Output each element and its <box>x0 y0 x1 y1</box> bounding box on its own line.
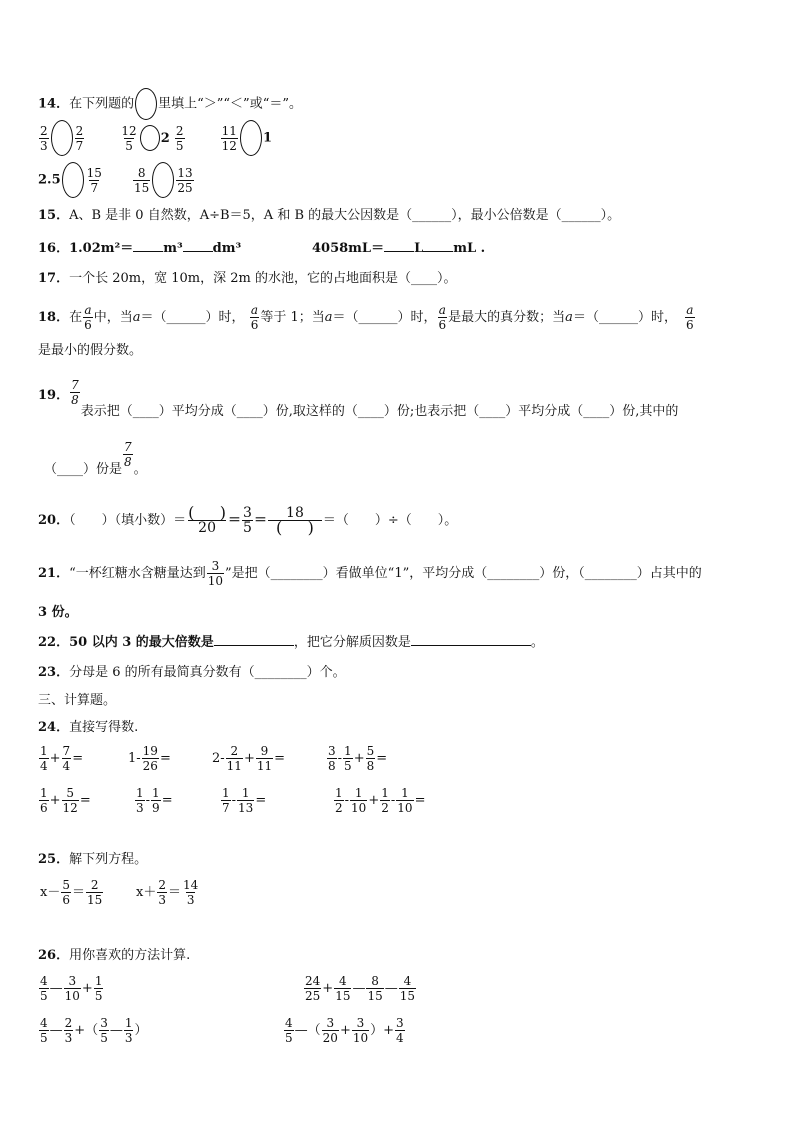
q14-text-b: 里填上“＞”“＜”或“＝”。 <box>158 96 302 112</box>
denominator: 2 <box>381 801 389 815</box>
fraction <box>39 1016 49 1045</box>
fraction <box>334 974 351 1003</box>
operator: + <box>368 793 380 808</box>
fraction <box>284 1016 294 1045</box>
numerator: 1 <box>136 786 144 800</box>
q15-number: 15． <box>38 208 70 223</box>
operator: + <box>243 751 255 766</box>
oval-blank[interactable] <box>152 162 174 198</box>
q24-number: 24． <box>38 720 70 735</box>
denominator: 13 <box>238 801 254 815</box>
denominator: 5 <box>100 1031 108 1045</box>
fraction <box>237 786 254 815</box>
denominator: 8 <box>328 759 336 773</box>
denominator: 15 <box>87 893 103 907</box>
q18-line: 18．在 $\frac{a}{6}$ 中，当a＝（______）时， $\frac{a}{6}$ 等于 1；当a＝（______）时， $\frac{a}{6}$ 是最大的真分数；当a＝（______）时， $\frac{a}{6}$ <box>38 303 694 332</box>
compare-item <box>132 162 195 198</box>
denominator: 5 <box>344 759 352 773</box>
q14-row2 <box>38 162 225 198</box>
q23-line: 23．分母是 6 的所有最简真分数有（________）个。 <box>38 665 346 680</box>
q24-line: 24．直接写得数. <box>38 720 139 735</box>
answer-blank[interactable] <box>133 251 163 252</box>
q22-number: 22． <box>38 635 70 650</box>
q20-number: 20． <box>38 513 70 528</box>
denominator: 11 <box>226 759 242 773</box>
denominator: 10 <box>397 801 413 815</box>
q16-line-b: 4058mL＝ L mL . <box>312 241 486 256</box>
operator: +（ <box>74 1023 99 1038</box>
fraction <box>157 878 167 907</box>
operator: = <box>274 751 286 766</box>
denominator: 10 <box>351 801 367 815</box>
denominator: 25 <box>305 989 321 1003</box>
answer-blank[interactable] <box>183 251 213 252</box>
operator: x－ <box>40 885 61 900</box>
numerator: 14 <box>183 878 199 892</box>
fraction: $\frac{a}{6}$ <box>438 303 447 332</box>
fraction <box>39 786 49 815</box>
section-title: 三、计算题。 <box>38 693 117 708</box>
answer-blank[interactable]: ( ) <box>268 520 322 535</box>
fraction: 18 ( ) <box>268 506 322 535</box>
operator: - <box>390 793 396 808</box>
denominator: 15 <box>399 989 416 1003</box>
denominator: 15 <box>367 989 383 1003</box>
denominator: 6 <box>62 893 70 907</box>
q26-number: 26． <box>38 948 70 963</box>
operator: — <box>49 981 63 996</box>
math-expression[interactable] <box>326 744 387 773</box>
numerator: 4 <box>285 1016 293 1030</box>
denominator: 2 <box>335 801 343 815</box>
numerator: 1 <box>381 786 389 800</box>
operator: x＋ <box>136 885 157 900</box>
operator: - <box>337 751 343 766</box>
numerator: 3 <box>396 1016 404 1030</box>
numerator: 24 <box>305 974 321 988</box>
q19-number: 19． <box>38 388 70 403</box>
denominator: 3 <box>136 801 144 815</box>
q21-line2: 3 份。 <box>38 605 78 620</box>
numerator: 3 <box>356 1016 365 1030</box>
numerator: 19 <box>142 744 158 758</box>
q23-number: 23． <box>38 665 70 680</box>
fraction <box>64 1016 74 1045</box>
fraction: $\frac{2}{5}$ <box>175 123 184 153</box>
fraction: $\frac{3}{5}$ <box>243 505 252 536</box>
operator: + <box>81 981 93 996</box>
numerator: 1 <box>124 1016 133 1030</box>
oval-blank[interactable] <box>140 125 160 151</box>
numerator: 9 <box>260 744 269 758</box>
numerator: 2 <box>64 1016 73 1030</box>
math-expression[interactable] <box>220 786 266 815</box>
denominator: 8 <box>366 759 375 773</box>
operator: — <box>109 1023 123 1038</box>
fraction: $\frac{15}{7}$ <box>86 165 102 195</box>
math-expression[interactable] <box>38 1016 147 1045</box>
equation[interactable] <box>136 878 200 907</box>
math-expression[interactable] <box>303 974 417 1003</box>
fraction <box>62 744 72 773</box>
operator: — <box>384 981 398 996</box>
oval-blank[interactable] <box>135 88 157 120</box>
operator: + <box>322 981 334 996</box>
denominator: 20 <box>322 1031 338 1045</box>
fraction <box>62 786 79 815</box>
answer-blank[interactable] <box>411 645 531 646</box>
math-expression[interactable] <box>283 1016 406 1045</box>
math-expression[interactable] <box>212 744 285 773</box>
fraction <box>124 1016 134 1045</box>
fraction <box>61 878 71 907</box>
fraction <box>39 744 49 773</box>
fraction <box>151 786 161 815</box>
numerator: 7 <box>62 744 71 758</box>
numerator: 4 <box>339 974 347 988</box>
operator: = <box>161 793 173 808</box>
fraction: $\frac{7}{8}$ <box>124 440 132 469</box>
denominator: 26 <box>142 759 158 773</box>
denominator: 4 <box>40 759 48 773</box>
fraction: ( ) 20 <box>188 503 227 536</box>
q14-number: 14． <box>38 96 70 112</box>
equation[interactable] <box>40 878 104 907</box>
q25-line: 25．解下列方程。 <box>38 852 148 867</box>
math-expression[interactable] <box>38 786 91 815</box>
fraction <box>64 974 81 1003</box>
fraction <box>304 974 321 1003</box>
operator: ） <box>134 1023 148 1038</box>
operator: = <box>159 751 171 766</box>
q19-line: 19． $\frac{7}{8}$ 表示把（____）平均分成（____）份,取这样的（____）份;也表示把（____）平均分成（____）份,其中的 <box>38 378 679 419</box>
math-expression[interactable] <box>333 786 425 815</box>
answer-blank[interactable] <box>384 251 414 252</box>
operator: —（ <box>294 1023 321 1038</box>
fraction <box>366 744 376 773</box>
q14-line <box>38 88 302 120</box>
fraction <box>94 974 104 1003</box>
compare-item: $\frac{12}{5}$ 2 $\frac{2}{5}$ <box>121 123 184 153</box>
compare-item: $\frac{11}{12}$ 1 <box>220 120 272 156</box>
compare-item: 2.5 $\frac{15}{7}$ <box>38 162 104 198</box>
q17-number: 17． <box>38 271 70 286</box>
denominator: 15 <box>335 989 351 1003</box>
denominator: 10 <box>64 989 80 1003</box>
numerator: 1 <box>335 786 343 800</box>
numerator: 2 <box>230 744 239 758</box>
operator: — <box>352 981 366 996</box>
denominator: 5 <box>40 1031 48 1045</box>
q20-line: 20．（ ）（填小数）＝ ( ) 20 ＝ $\frac{3}{5}$ ＝ 18 ( ) ＝（ ）÷（ ）。 <box>38 503 458 537</box>
operator: + <box>339 1023 351 1038</box>
numerator: 1 <box>401 786 409 800</box>
oval-blank[interactable] <box>240 120 262 156</box>
answer-blank[interactable]: ( ) <box>188 503 227 522</box>
numerator: 1 <box>152 786 160 800</box>
fraction <box>396 786 413 815</box>
fraction <box>334 786 344 815</box>
operator: - <box>145 793 151 808</box>
denominator: 3 <box>64 1031 73 1045</box>
q15-text: A、B 是非 0 自然数，A÷B＝5，A 和 B 的最大公因数是（______），最小公倍数是（______）。 <box>69 208 621 223</box>
denominator: 5 <box>285 1031 293 1045</box>
fraction: $\frac{a}{6}$ <box>685 303 694 332</box>
fraction <box>221 786 231 815</box>
numerator: 1 <box>40 744 48 758</box>
fraction <box>99 1016 109 1045</box>
denominator: 3 <box>124 1031 133 1045</box>
operator: ＝ <box>71 885 85 900</box>
fraction <box>135 786 145 815</box>
operator: = <box>376 751 388 766</box>
fraction: $\frac{8}{15}$ <box>134 165 150 195</box>
denominator: 12 <box>62 801 78 815</box>
denominator: 4 <box>396 1031 404 1045</box>
q21-number: 21． <box>38 566 70 581</box>
fraction <box>395 1016 405 1045</box>
numerator: 5 <box>366 744 375 758</box>
numerator: 1 <box>241 786 250 800</box>
numerator: 4 <box>40 974 48 988</box>
numerator: 8 <box>371 974 379 988</box>
numerator: 5 <box>62 878 70 892</box>
operator: 1- <box>128 751 141 766</box>
fraction <box>380 786 390 815</box>
numerator: 4 <box>40 1016 48 1030</box>
fraction <box>86 878 103 907</box>
q19-line2: （____）份是 $\frac{7}{8}$ 。 <box>44 440 147 477</box>
numerator: 3 <box>326 1016 335 1030</box>
q17-line <box>38 270 456 288</box>
fraction: $\frac{13}{25}$ <box>177 165 193 195</box>
fraction: $\frac{7}{8}$ <box>71 378 79 407</box>
denominator: 5 <box>94 989 103 1003</box>
operator: 2- <box>212 751 225 766</box>
numerator: 3 <box>328 744 336 758</box>
answer-blank[interactable] <box>214 645 294 646</box>
fraction <box>399 974 416 1003</box>
fraction <box>182 878 199 907</box>
numerator: 1 <box>94 974 103 988</box>
q25-number: 25． <box>38 852 70 867</box>
numerator: 5 <box>66 786 74 800</box>
denominator: 7 <box>222 801 230 815</box>
q21-line: 21．“一杯红糖水含糖量达到 $\frac{3}{10}$ ”是把（________）看做单位“1”，平均分成（________）份，（________）占其中的 <box>38 559 702 588</box>
q14-row1 <box>38 120 302 156</box>
fraction <box>256 744 273 773</box>
fraction: $\frac{12}{5}$ <box>121 123 137 153</box>
math-expression[interactable] <box>38 744 83 773</box>
fraction <box>226 744 243 773</box>
fraction: $\frac{2}{7}$ <box>75 123 84 153</box>
operator: + <box>353 751 365 766</box>
denominator: 3 <box>158 893 166 907</box>
compare-item <box>38 120 85 156</box>
q18-number: 18． <box>38 310 70 325</box>
q17-text: 一个长 20m，宽 10m，深 2m 的水池，它的占地面积是（____）。 <box>69 271 457 286</box>
operator: + <box>49 793 61 808</box>
fraction: $\frac{2}{3}$ <box>40 123 48 153</box>
q26-line: 26．用你喜欢的方法计算. <box>38 948 191 963</box>
denominator: 11 <box>256 759 273 773</box>
oval-blank[interactable] <box>51 120 73 156</box>
numerator: 4 <box>403 974 412 988</box>
fraction <box>142 744 159 773</box>
math-expression[interactable] <box>38 974 104 1003</box>
denominator: 3 <box>186 893 195 907</box>
operator: = <box>72 751 84 766</box>
q15-line <box>38 207 620 225</box>
fraction <box>322 1016 339 1045</box>
numerator: 1 <box>40 786 48 800</box>
q22-line: 22．50 以内 3 的最大倍数是 ，把它分解质因数是 。 <box>38 635 544 650</box>
numerator: 3 <box>68 974 77 988</box>
fraction: $\frac{a}{6}$ <box>250 303 259 332</box>
denominator: 10 <box>352 1031 369 1045</box>
operator: ＝ <box>167 885 181 900</box>
denominator: 9 <box>152 801 160 815</box>
fraction <box>327 744 337 773</box>
operator: + <box>49 751 61 766</box>
fraction <box>343 744 353 773</box>
numerator: 1 <box>344 744 352 758</box>
q16-number: 16． <box>38 241 70 256</box>
operator: - <box>344 793 350 808</box>
numerator: 2 <box>158 878 166 892</box>
numerator: 2 <box>90 878 99 892</box>
q18-line2: 是最小的假分数。 <box>38 343 143 358</box>
operator: = <box>414 793 426 808</box>
numerator: 1 <box>222 786 230 800</box>
math-expression[interactable] <box>134 786 173 815</box>
fraction <box>350 786 367 815</box>
fraction <box>352 1016 369 1045</box>
fraction: $\frac{a}{6}$ <box>84 303 92 332</box>
fraction <box>39 974 49 1003</box>
denominator: 4 <box>62 759 71 773</box>
fraction: $\frac{11}{12}$ <box>221 123 237 153</box>
math-expression[interactable] <box>128 744 171 773</box>
oval-blank[interactable] <box>62 162 84 198</box>
numerator: 3 <box>100 1016 108 1030</box>
operator: = <box>255 793 267 808</box>
operator: - <box>231 793 237 808</box>
fraction <box>366 974 383 1003</box>
operator: ）+ <box>370 1023 395 1038</box>
numerator: 1 <box>354 786 363 800</box>
denominator: 5 <box>40 989 48 1003</box>
operator: — <box>49 1023 63 1038</box>
operator: = <box>79 793 91 808</box>
answer-blank[interactable] <box>423 251 453 252</box>
q16-line: 16．1.02m²＝ m³ dm³ <box>38 241 242 256</box>
fraction: $\frac{3}{10}$ <box>207 559 224 588</box>
q14-text-a: 在下列题的 <box>69 96 135 112</box>
denominator: 6 <box>40 801 48 815</box>
